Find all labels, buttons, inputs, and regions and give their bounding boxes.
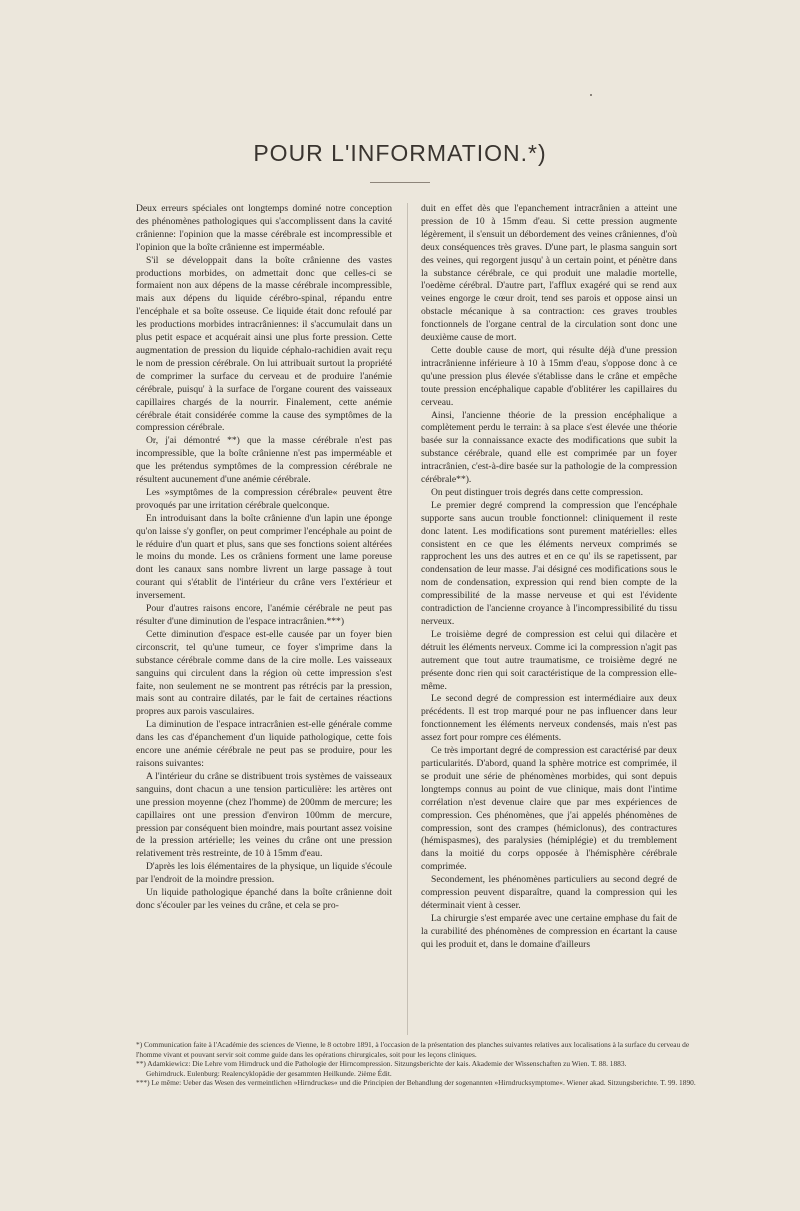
footnotes	[136, 1040, 698, 1088]
paragraph: La diminution de l'espace intracrânien est-elle générale comme dans les cas d'épanchement d'un liquide pathologique, cette fois encore une anémie cérébrale ne peut pas se produire, pour les raisons suivantes:	[136, 719, 392, 769]
column-divider	[407, 203, 408, 1035]
footnote: Gehirndruck. Eulenburg: Realencyklopädie der gesammten Heilkunde. 2ième Édit.	[146, 1068, 392, 1078]
paragraph: Le troisième degré de compression est celui qui dilacère et détruit les éléments nerveux. Comme ici la compression n'agit pas autrement que tout autre traumatisme, ce troisième degré ne présente donc rien qui soit caractéristique de la compression elle-même.	[421, 628, 677, 692]
footnote: **) Adamkiewicz: Die Lehre vom Hirndruck und die Pathologie der Hirncompression. Sitzungsberichte der kais. Akademie der Wissenschaften zu Wien. T. 88. 1883.	[136, 1059, 627, 1069]
paragraph: Le premier degré comprend la compression que l'encéphale supporte sans aucun trouble fonctionnel: cliniquement il reste donc latent. Les modifications sont purement matérielles: elles consistent en ce que les éléments nerveux comprimés se rapprochent les uns des autres et en ce qu' ils se rapetissent, par condensation de leur masse. J'ai désigné ces modifications sous le nom de condensation, expression qui rend bien compte de la compressibilité de la masse nerveuse et qui est l'évidente contradiction de l'ancienne croyance à l'incompressibilité du tissu nerveux.	[421, 499, 677, 627]
paragraph: Pour d'autres raisons encore, l'anémie cérébrale ne peut pas résulter d'une diminution de l'espace intracrânien.***)	[136, 603, 392, 627]
paragraph: Cette diminution d'espace est-elle causée par un foyer bien circonscrit, tel qu'une tumeur, ce foyer s'imprime dans la substance cérébrale comme dans de la cire molle. Les vaisseaux sanguins qui circulent dans la région où cette impression s'est faite, non seulement ne se montrent pas rétrécis par la pression, mais sont au contraire dilatés, par le fait de certaines réactions propres aux parois vasculaires.	[136, 628, 392, 718]
paragraph: Cette double cause de mort, qui résulte déjà d'une pression intracrânienne inférieure à 10 à 15mm d'eau, s'oppose donc à ce qu'une pression plus élevée s'établisse dans le crâne et empêche toute pression encéphalique capable d'oblitérer les capillaires du cerveau.	[421, 344, 677, 408]
footnote: *) Communication faite à l'Académie des sciences de Vienne, le 8 octobre 1891, à l'occasion de la présentation des planches suivantes relatives aux localisations à la surface du cerveau de l'homme vivant et pouvant servir soit comme guide dans les opérations chirurgicales, soit pour les leçons cliniques.	[136, 1040, 690, 1059]
paragraph: Or, j'ai démontré **) que la masse cérébrale n'est pas incompressible, que la boîte crânienne n'est pas imperméable et que les prétendus symptômes de la compression cérébrale ne résultent aucunement d'une anémie cérébrale.	[136, 435, 392, 486]
paragraph: duit en effet dès que l'epanchement intracrânien a atteint une pression de 10 à 15mm d'eau. Si cette pression augmente légèrement, il s'ensuit un débordement des veines crâniennes, d'où deux conséquences très graves. D'une part, le plasma sanguin sort des veines, qui regorgent jusqu' à un certain point, et pénètre dans la substance cérébrale, ce qui produit une maladie mortelle, l'oedème cérébral. D'autre part, l'afflux exagéré qui se rend aux veines engorge le cœur droit, tend ses parois et oppose ainsi un obstacle mécanique à sa contraction: ces graves troubles fonctionnels de l'organe central de la circulation sont donc une deuxième cause de mort.	[421, 203, 677, 344]
paper-speck	[590, 94, 592, 96]
paragraph: Le second degré de compression est intermédiaire aux deux précédents. Il est trop marqué pour ne pas influencer dans leur fonctionnement les éléments nerveux condensés, mais n'est pas assez fort pour rompre ces éléments.	[421, 693, 677, 744]
paragraph: En introduisant dans la boîte crânienne d'un lapin une éponge qu'on laisse s'y gonfler, on peut comprimer l'encéphale au point de le réduire d'un quart et plus, sans que ses fonctions soient altérées le moins du monde. Les os crâniens forment une lame poreuse dont les canaux sans nombre livrent un large passage à tout courant qui s'établit de l'intérieur du crâne vers l'extérieur et inversement.	[136, 512, 392, 602]
footnote: ***) Le même: Ueber das Wesen des vermeintlichen »Hirndruckes« und die Principien der Behandlung der sogenannten »Hirndrucksymptome«. Wiener akad. Sitzungsberichte. T. 99. 1890.	[136, 1078, 696, 1088]
paragraph: La chirurgie s'est emparée avec une certaine emphase du fait de la curabilité des phénomènes de compression en écartant la cause qui les produit et, dans le domaine d'ailleurs	[421, 912, 677, 950]
paragraph: Ainsi, l'ancienne théorie de la pression encéphalique a complètement perdu le terrain: à sa place s'est élevée une théorie basée sur la connaissance exacte des modifications que subit la substance cérébrale, quand elle est comprimée par un foyer intracrânien, c'est-à-dire basée sur la pathologie de la compression cérébrale**).	[421, 409, 677, 486]
left-column	[136, 203, 392, 1035]
paragraph: Les »symptômes de la compression cérébrale« peuvent être provoqués par une irritation cérébrale quelconque.	[136, 486, 392, 511]
paragraph: On peut distinguer trois degrés dans cette compression.	[431, 486, 644, 498]
page-title: POUR L'INFORMATION.*)	[253, 140, 547, 166]
paragraph: A l'intérieur du crâne se distribuent trois systèmes de vaisseaux sanguins, dont chacun a une tension particulière: les artères ont une pression moyenne (chez l'homme) de 200mm de mercure; les capillaires ont une pression d'environ 100mm de mercure, pression par conséquent bien moindre, mais pourtant assez voisine de la pression artérielle; les veines du crâne ont une pression relativement très restreinte, de 10 à 15mm d'eau.	[136, 770, 392, 860]
paragraph: D'après les lois élémentaires de la physique, un liquide s'écoule par l'endroit de la moindre pression.	[136, 861, 392, 886]
paragraph: S'il se développait dans la boîte crânienne des vastes productions morbides, on admettait donc que celles-ci se formaient non aux dépens de la masse cérébrale incompressible, mais aux dépens du liquide cérébro-spinal, répandu entre l'encéphale et sa boîte osseuse. Ce liquide était donc refoulé par les productions morbides intracrâniennes: il s'accumulait dans un plus petit espace et acquérait ainsi une plus forte pression. Cette augmentation de pression du liquide céphalo-rachidien avait reçu le nom de pression cérébrale. On lui attribuait surtout la propriété de comprimer la surface du cerveau et de produire l'anémie cérébrale, puisqu' à la surface de l'organe courent des vaisseaux capillaires chargés de la nourrir. Finalement, cette anémie cérébrale était considérée comme la cause des symptômes de la compression cérébrale.	[136, 254, 392, 434]
paragraph: Secondement, les phénomènes particuliers au second degré de compression peuvent disparaître, quand la compression qui les déterminait vient à cesser.	[421, 874, 677, 911]
paragraph: Deux erreurs spéciales ont longtemps dominé notre conception des phénomènes pathologiques qui s'accomplissent dans la cavité crânienne: l'opinion que la masse cérébrale est incompressible et l'opinion que la boîte crânienne est imperméable.	[136, 203, 392, 253]
right-column	[421, 203, 677, 1035]
paragraph: Ce très important degré de compression est caractérisé par deux particularités. D'abord, quand la sphère motrice est comprimée, il se produit une série de phénomènes morbides, qui sont depuis longtemps connus au point de vue clinique, mais dont l'intime corrélation n'est devenue claire que par mes expériences de compression. Ces phénomènes, que j'ai appelés phénomènes de compression, sont des crampes (hémiclonus), des contractures (hémispasmes), des paralysies (hémiplégie) et du tremblement dans la moitié du corps opposée à l'hémisphère cérébrale comprimée.	[421, 745, 677, 873]
title-rule	[370, 182, 430, 183]
paragraph: Un liquide pathologique épanché dans la boîte crânienne doit donc s'écouler par les veines du crâne, et cela se pro-	[136, 887, 392, 911]
